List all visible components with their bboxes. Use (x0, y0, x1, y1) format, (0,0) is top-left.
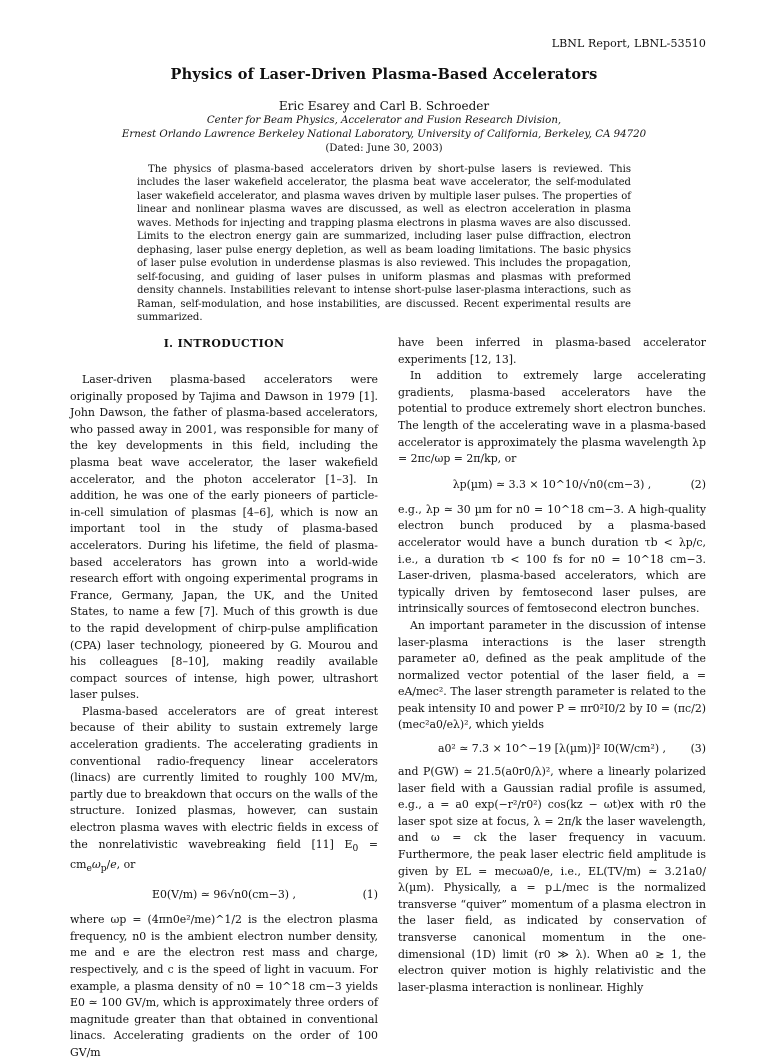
report-id: LBNL Report, LBNL-53510 (551, 37, 706, 50)
equation-2-body: λp(µm) ≃ 3.3 × 10^10/√n0(cm−3) , (452, 477, 652, 491)
equation-1-body: E0(V/m) ≃ 96√n0(cm−3) , (152, 888, 296, 902)
equation-3-number: (3) (690, 742, 706, 756)
equation-3 (398, 734, 706, 764)
author-list: Eric Esarey and Carl B. Schroeder (278, 99, 490, 113)
equation-2 (398, 468, 706, 502)
paragraph-gradients-text: Plasma-based accelerators are of great interest because of their ability to sustain extremely large acceleration gradients. The accelerating gradients in conventional radio-frequency linear accelerators (linacs) are currently limited to roughly 100 MV/m, partly due to breakdown that occurs on the walls of the structure. Ionized plasmas, however, can sustain electron plasma waves with electric fields in excess of the nonrelativistic wavebreaking field [11] E (70, 704, 378, 851)
abstract (137, 163, 631, 324)
paragraph-duration: e.g., λp ≃ 30 µm for n0 = 10^18 cm−3. A high-quality electron bunch produced by a plasma-based accelerator would have a bunch duration τb < λp/c, i.e., a duration τb < 100 fs for n0 = 10^18 cm−3. Laser-driven, plasma-based accelerators, which are typically driven by femtosecond laser pulses, are intrinsically sources of femtosecond electron bunches. (398, 502, 706, 616)
abstract-text: The physics of plasma-based accelerators driven by short-pulse lasers is reviewed. This includes the laser wakefield accelerator, the plasma beat wave accelerator, the self-modulated laser wakefield accelerator, and plasma waves driven by multiple laser pulses. The properties of linear and nonlinear plasma waves are discussed, as well as electron acceleration in plasma waves. Methods for injecting and trapping plasma electrons in plasma waves are also discussed. Limits to the electron energy gain are summarized, including laser pulse diffraction, electron dephasing, laser pulse energy depletion, as well as beam loading limitations. The basic physics of laser pulse evolution in underdense plasmas is also reviewed. This includes the propagation, self-focusing, and guiding of laser pulses in uniform plasmas and plasmas with preformed density channels. Instabilities relevant to intense short-pulse laser-plasma interactions, such as Raman, self-modulation, and hose instabilities, are discussed. Recent experimental results are summarized. (137, 164, 631, 323)
paragraph-gradients-tail: , or (116, 858, 136, 872)
section-heading: I. INTRODUCTION (163, 337, 285, 350)
left-column (70, 335, 378, 1062)
equation-2-number: (2) (690, 477, 706, 491)
paragraph-continued: have been inferred in plasma-based accelerator experiments [12, 13]. (398, 336, 706, 366)
equation-1-number: (1) (362, 888, 378, 902)
paragraph-power: and P(GW) ≃ 21.5(a0r0/λ)², where a linearly polarized laser field with a Gaussian radial profile is assumed, e.g., a = a0 exp(−r²/r0²) cos(kz − ωt)ex with r0 the laser spot size at focus, λ = 2π/k the laser wavelength, and ω = ck the laser frequency in vacuum. Furthermore, the peak laser electric field amplitude is given by EL = mecωa0/e, i.e., EL(TV/m) ≃ 3.21a0/λ(µm). Physically, a = p⊥/mec is the normalized transverse “quiver” momentum of a plasma electron in the laser field, as indicated by conservation of transverse canonical momentum in the one-dimensional (1D) limit (r0 ≫ λ). When a0 ≳ 1, the electron quiver motion is highly relativistic and the laser-plasma interaction is nonlinear. Highly (398, 765, 706, 994)
right-column (398, 335, 706, 996)
paragraph-strength-parameter: An important parameter in the discussion of intense laser-plasma interactions is the laser strength parameter a0, defined as the peak amplitude of the normalized vector potential of the laser field, a = eA/mec². The laser strength parameter is related to the peak intensity I0 and power P = πr0²I0/2 by I0 = (πc/2)(mec²a0/eλ)², which yields (398, 618, 706, 732)
affiliation-institution: Ernest Orlando Lawrence Berkeley National Laboratory, University of California, Berkeley, CA 94720 (121, 129, 647, 140)
equation-3-body: a0² ≃ 7.3 × 10^−19 [λ(µm)]² I0(W/cm²) , (437, 742, 667, 756)
date-line: (Dated: June 30, 2003) (325, 143, 443, 154)
paper-title: Physics of Laser-Driven Plasma-Based Accelerators (170, 66, 598, 83)
paragraph-gradients-mid: = cm (70, 837, 378, 872)
paragraph-bunches: In addition to extremely large accelerating gradients, plasma-based accelerators have the potential to produce extremely short electron bunches. The length of the accelerating wave in a plasma-based accelerator is approximately the plasma wavelength λp = 2πc/ωp = 2π/kp, or (398, 369, 706, 466)
affiliation-division: Center for Beam Physics, Accelerator and Fusion Research Division, (206, 115, 562, 126)
paragraph-gradients: Plasma-based accelerators are of great interest because of their ability to sustain extremely large acceleration gradients. The accelerating gradients in conventional radio-frequency linear accelerators (linacs) are currently limited to roughly 100 MV/m, partly due to breakdown that occurs on the walls of the structure. Ionized plasmas, however, can sustain electron plasma waves with electric fields in excess of the nonrelativistic wavebreaking field [11] $E_0 = cm_e\omega_p/e$, or (70, 704, 378, 875)
equation-1 (70, 878, 378, 912)
paragraph-intro: Laser-driven plasma-based accelerators were originally proposed by Tajima and Dawson in 1979 [1]. John Dawson, the father of plasma-based accelerators, who passed away in 2001, was responsible for many of the key developments in this field, including the plasma beat wave accelerator, the laser wakefield accelerator, and the photon accelerator [1–3]. In addition, he was one of the early pioneers of particle-in-cell simulation of plasmas [4–6], which is now an important tool in the study of plasma-based accelerators. During his lifetime, the field of plasma-based accelerators has grown into a world-wide research effort with ongoing experimental programs in France, Germany, Japan, the UK, and the United States, to name a few [7]. Much of this growth is due to the rapid development of chirp-pulse amplification (CPA) laser technology, pioneered by G. Mourou and his colleagues [8–10], making readily available compact sources of intense, high power, ultrashort laser pulses. (70, 373, 378, 702)
paragraph-definitions: where ωp = (4πn0e²/me)^1/2 is the electron plasma frequency, n0 is the ambient electron number density, me and e are the electron rest mass and charge, respectively, and c is the speed of light in vacuum. For example, a plasma density of n0 = 10^18 cm−3 yields E0 ≃ 100 GV/m, which is approximately three orders of magnitude greater than that obtained in conventional linacs. Accelerating gradients on the order of 100 GV/m (70, 913, 378, 1059)
